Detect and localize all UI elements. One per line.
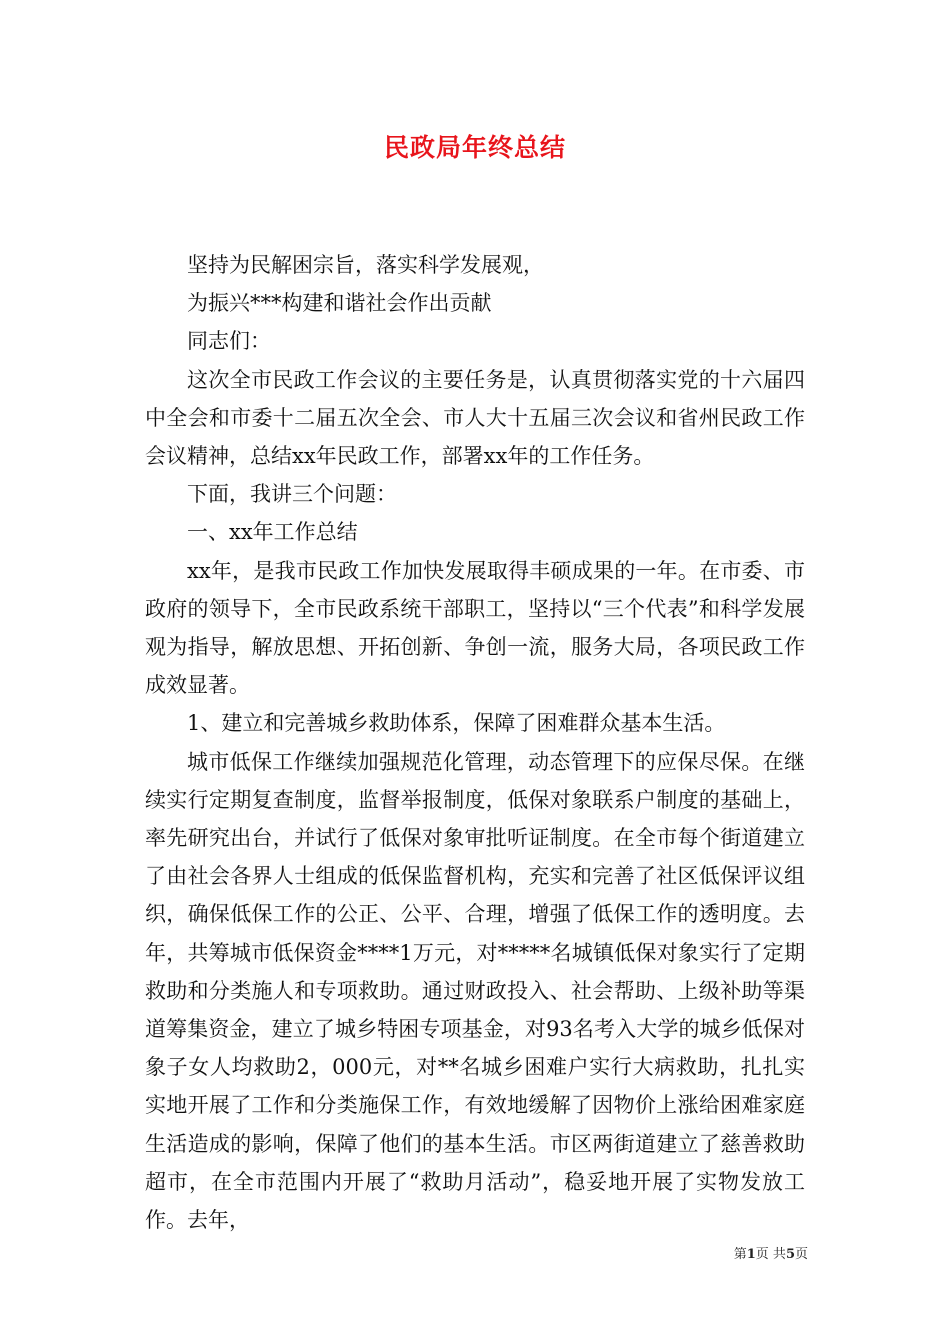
- paragraph-slogan-1: 坚持为民解困宗旨，落实科学发展观，: [187, 253, 544, 277]
- paragraph-urban-security: 城市低保工作继续加强规范化管理，动态管理下的应保尽保。在继续实行定期复查制度，监督举报制度，低保对象联系户制度的基础上，率先研究出台，并试行了低保对象审批听证制度。在全市每个街道建立了由社会各界人士组成的低保监督机构，充实和完善了社区低保评议组织，确保低保工作的公正、公平、合理，增强了低保工作的透明度。去年，共筹城市低保资金****1万元，对*****名城镇低保对象实行了定期救助和分类施人和专项救助。通过财政投入、社会帮助、上级补助等渠道筹集资金，建立了城乡特困专项基金，对93名考入大学的城乡低保对象子女人均救助2，000元，对**名城乡困难户实行大病救助，扎扎实实地开展了工作和分类施保工作，有效地缓解了因物价上涨给困难家庭生活造成的影响，保障了他们的基本生活。市区两街道建立了慈善救助超市，在全市范围内开展了“救助月活动”，稳妥地开展了实物发放工作。去年，: [145, 749, 805, 1233]
- page-title: 民政局年终总结: [383, 133, 566, 162]
- footer-suffix: 页: [794, 1247, 808, 1262]
- footer-middle: 页 共: [755, 1247, 786, 1262]
- paragraph-slogan-2: 为振兴***构建和谐社会作出贡献: [187, 291, 492, 316]
- footer-page-number: 1: [746, 1247, 756, 1262]
- subsection-heading-1: 1、建立和完善城乡救助体系，保障了困难群众基本生活。: [187, 711, 726, 736]
- section-heading-1: 一、xx年工作总结: [187, 520, 358, 545]
- paragraph-greeting: 同志们：: [187, 329, 271, 354]
- paragraph-year-summary: xx年，是我市民政工作加快发展取得丰硕成果的一年。在市委、市政府的领导下，全市民政系统干部职工，坚持以“三个代表”和科学发展观为指导，解放思想、开拓创新、争创一流，服务大局，各项民政工作成效显著。: [145, 558, 805, 698]
- paragraph-three-issues: 下面，我讲三个问题：: [187, 482, 397, 507]
- footer-prefix: 第: [733, 1247, 747, 1262]
- document-body: [145, 246, 805, 1239]
- footer-total-pages: 5: [785, 1247, 795, 1262]
- paragraph-meeting-task: 这次全市民政工作会议的主要任务是，认真贯彻落实党的十六届四中全会和市委十二届五次全会、市人大十五届三次会议和省州民政工作会议精神，总结xx年民政工作，部署xx年的工作任务。: [145, 367, 805, 469]
- page-footer: [0, 1246, 808, 1264]
